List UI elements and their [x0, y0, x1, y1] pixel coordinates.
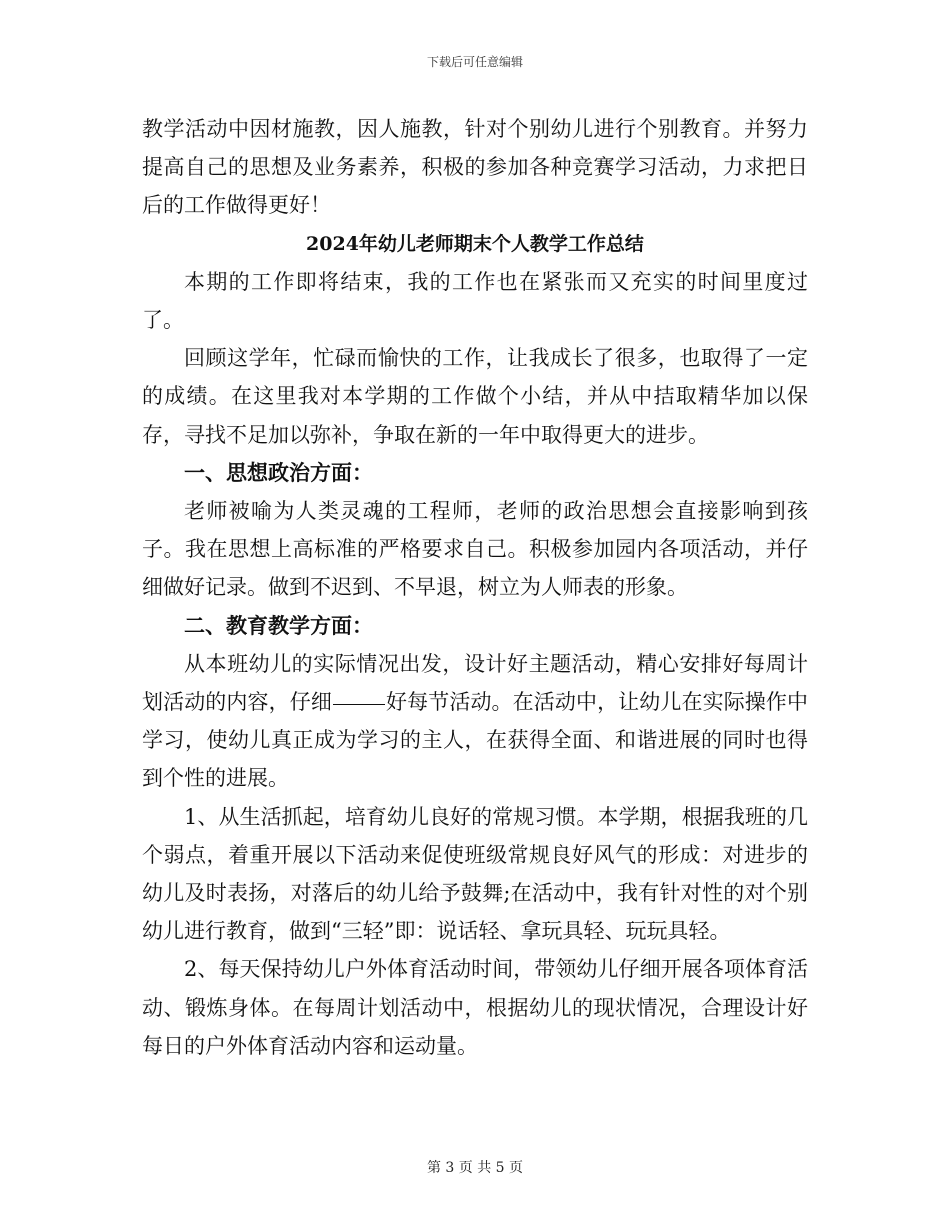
paragraph-teaching-part1: 从本班幼儿的实际情况出发，设计好主题活动，精心安排好每周计划活动的内容，仔细 — [142, 651, 808, 715]
page-header: 下载后可任意编辑 — [426, 55, 523, 69]
paragraph-teaching — [142, 645, 808, 798]
fill-in-blank — [333, 703, 385, 705]
paragraph-intro: 本期的工作即将结束，我的工作也在紧张而又充实的时间里度过了。 — [142, 269, 808, 333]
section-heading-ideology: 一、思想政治方面： — [184, 459, 373, 485]
paragraph-continued: 教学活动中因材施教，因人施教，针对个别幼儿进行个别教育。并努力提高自己的思想及业务素养，积极的参加各种竞赛学习活动，力求把日后的工作做得更好！ — [142, 117, 808, 218]
paragraph-point-1: 1、从生活抓起，培育幼儿良好的常规习惯。本学期，根据我班的几个弱点，着重开展以下活动来促使班级常规良好风气的形成：对进步的幼儿及时表扬，对落后的幼儿给予鼓舞;在活动中，我有针对性的对个别幼儿进行教育，做到“三轻”即：说话轻、拿玩具轻、玩玩具轻。 — [142, 804, 808, 944]
paragraph-ideology: 老师被喻为人类灵魂的工程师，老师的政治思想会直接影响到孩子。我在思想上高标准的严格要求自己。积极参加园内各项活动，并仔细做好记录。做到不迟到、不早退，树立为人师表的形象。 — [142, 499, 808, 600]
paragraph-teaching-part2: 好每节活动。在活动中，让幼儿在实际操作中学习，使幼儿真正成为学习的主人，在获得全面、和谐进展的同时也得到个性的进展。 — [142, 690, 809, 791]
section-heading-teaching: 二、教育教学方面： — [184, 612, 373, 638]
paragraph-review: 回顾这学年，忙碌而愉快的工作，让我成长了很多，也取得了一定的成绩。在这里我对本学期的工作做个小结，并从中拮取精华加以保存，寻找不足加以弥补，争取在新的一年中取得更大的进步。 — [142, 346, 808, 447]
document-body — [142, 110, 808, 1065]
document-title: 2024年幼儿老师期末个人教学工作总结 — [306, 232, 644, 255]
page-number: 第 3 页 共 5 页 — [426, 1160, 524, 1176]
paragraph-point-2: 2、每天保持幼儿户外体育活动时间，带领幼儿仔细开展各项体育活动、锻炼身体。在每周计划活动中，根据幼儿的现状情况，合理设计好每日的户外体育活动内容和运动量。 — [142, 957, 808, 1058]
